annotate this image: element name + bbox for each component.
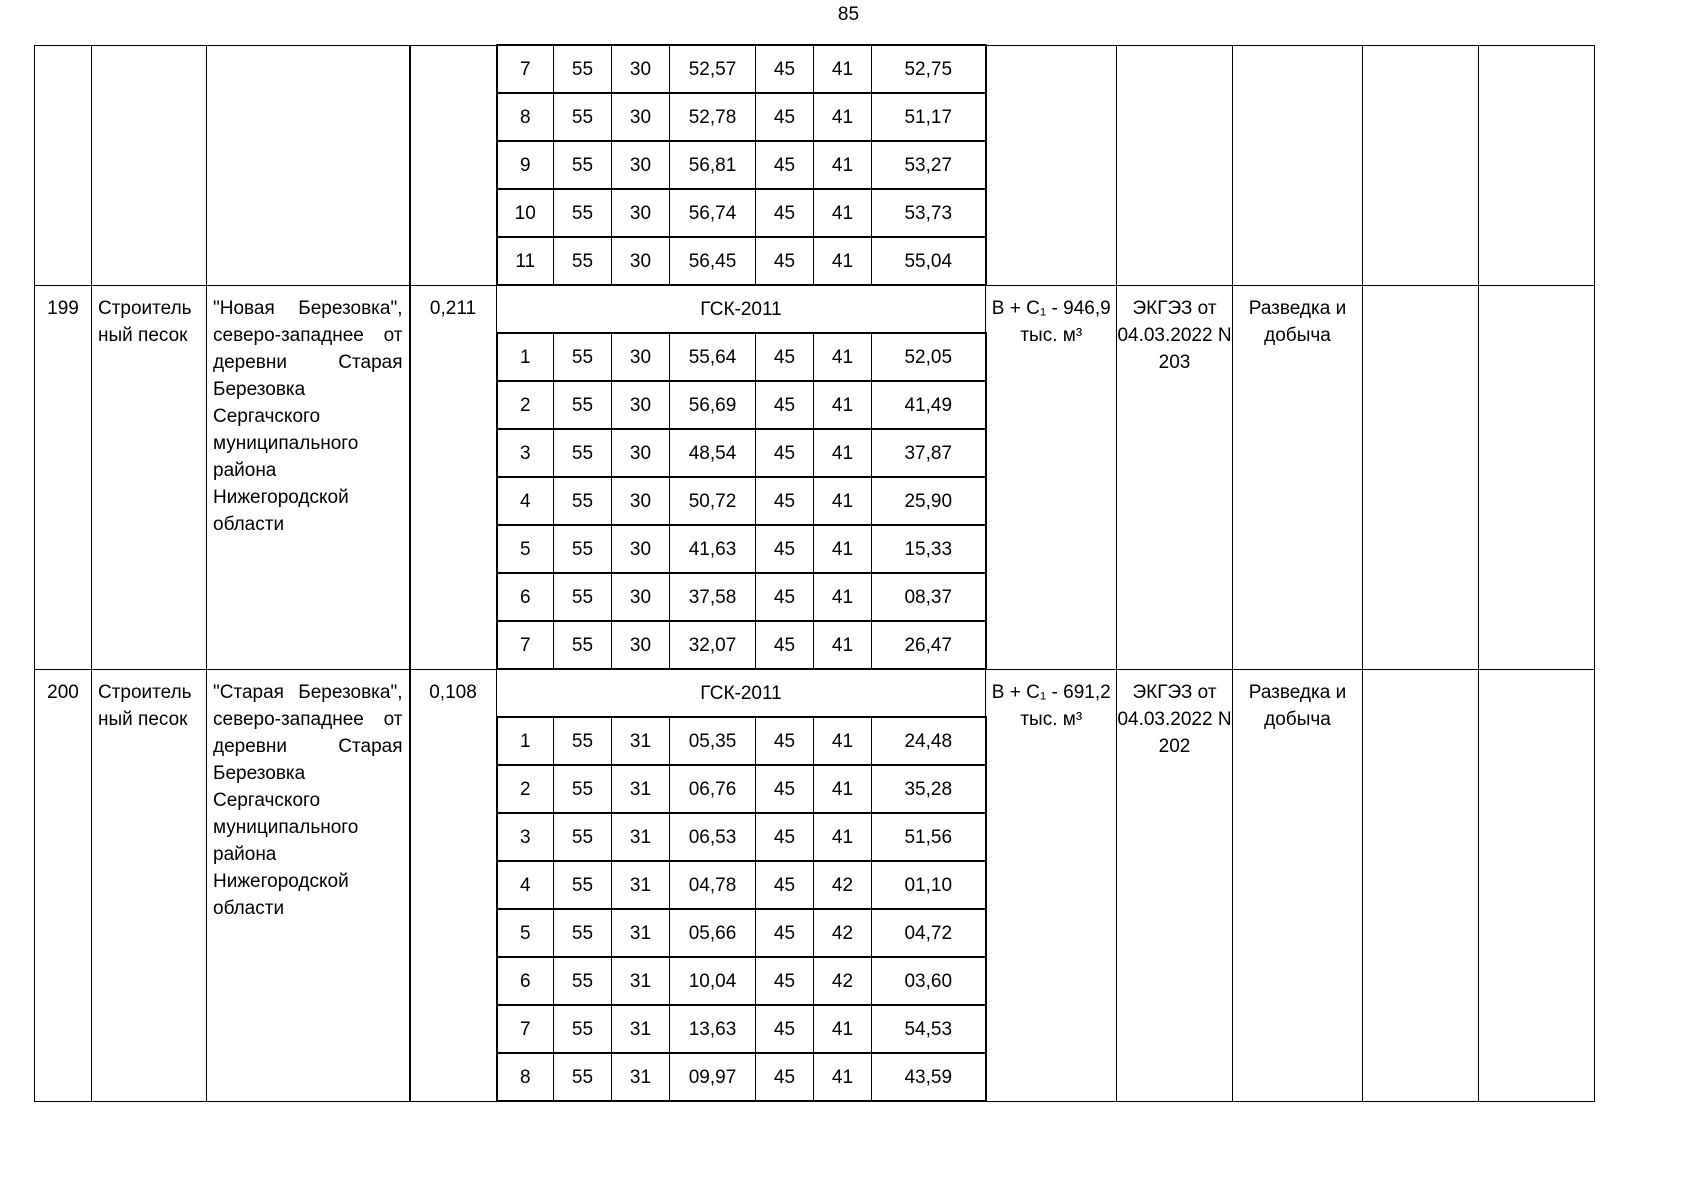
lat-seconds-cell: 55,64 xyxy=(670,333,756,381)
lat-degrees-cell: 55 xyxy=(554,45,612,93)
approval-cell-empty xyxy=(1117,45,1233,285)
lat-degrees-cell: 55 xyxy=(554,717,612,765)
lon-minutes-cell: 42 xyxy=(814,861,872,909)
lon-degrees-cell: 45 xyxy=(756,717,814,765)
lon-minutes-cell: 41 xyxy=(814,717,872,765)
point-number-cell: 3 xyxy=(497,813,554,861)
point-number-cell: 3 xyxy=(497,429,554,477)
table-row xyxy=(35,45,1595,93)
lon-minutes-cell: 41 xyxy=(814,477,872,525)
location-cell-empty xyxy=(207,45,410,285)
lon-seconds-cell: 15,33 xyxy=(872,525,986,573)
lat-minutes-cell: 31 xyxy=(612,909,670,957)
lat-seconds-cell: 05,35 xyxy=(670,717,756,765)
lon-degrees-cell: 45 xyxy=(756,765,814,813)
lon-minutes-cell: 41 xyxy=(814,573,872,621)
lon-seconds-cell: 52,75 xyxy=(872,45,986,93)
lat-minutes-cell: 30 xyxy=(612,237,670,285)
lat-degrees-cell: 55 xyxy=(554,189,612,237)
lon-seconds-cell: 54,53 xyxy=(872,1005,986,1053)
point-number-cell: 4 xyxy=(497,477,554,525)
lat-degrees-cell: 55 xyxy=(554,621,612,669)
extra-b-cell-empty xyxy=(1479,669,1595,1101)
lat-degrees-cell: 55 xyxy=(554,1053,612,1101)
lon-seconds-cell: 24,48 xyxy=(872,717,986,765)
mineral-name: Строитель ный песок xyxy=(92,285,207,669)
lon-seconds-cell: 55,04 xyxy=(872,237,986,285)
point-number-cell: 4 xyxy=(497,861,554,909)
lat-degrees-cell: 55 xyxy=(554,93,612,141)
lon-degrees-cell: 45 xyxy=(756,429,814,477)
location-description xyxy=(207,285,410,669)
point-number-cell: 7 xyxy=(497,45,554,93)
lat-seconds-cell: 04,78 xyxy=(670,861,756,909)
lon-degrees-cell: 45 xyxy=(756,381,814,429)
lat-minutes-cell: 30 xyxy=(612,573,670,621)
lat-degrees-cell: 55 xyxy=(554,381,612,429)
lat-seconds-cell: 56,69 xyxy=(670,381,756,429)
lat-seconds-cell: 52,57 xyxy=(670,45,756,93)
lat-seconds-cell: 09,97 xyxy=(670,1053,756,1101)
lat-seconds-cell: 32,07 xyxy=(670,621,756,669)
lon-seconds-cell: 25,90 xyxy=(872,477,986,525)
point-number-cell: 1 xyxy=(497,333,554,381)
point-number-cell: 2 xyxy=(497,765,554,813)
lon-seconds-cell: 03,60 xyxy=(872,957,986,1005)
lon-minutes-cell: 41 xyxy=(814,141,872,189)
lon-seconds-cell: 01,10 xyxy=(872,861,986,909)
lat-minutes-cell: 31 xyxy=(612,765,670,813)
lon-seconds-cell: 53,73 xyxy=(872,189,986,237)
lon-minutes-cell: 41 xyxy=(814,333,872,381)
num-cell-empty xyxy=(35,45,92,285)
lat-degrees-cell: 55 xyxy=(554,573,612,621)
lat-degrees-cell: 55 xyxy=(554,141,612,189)
lon-degrees-cell: 45 xyxy=(756,957,814,1005)
point-number-cell: 5 xyxy=(497,909,554,957)
lon-minutes-cell: 41 xyxy=(814,45,872,93)
point-number-cell: 6 xyxy=(497,573,554,621)
lon-minutes-cell: 41 xyxy=(814,381,872,429)
point-number-cell: 1 xyxy=(497,717,554,765)
lat-degrees-cell: 55 xyxy=(554,813,612,861)
record-header-row xyxy=(35,285,1595,333)
lat-seconds-cell: 52,78 xyxy=(670,93,756,141)
lon-minutes-cell: 42 xyxy=(814,957,872,1005)
lon-seconds-cell: 08,37 xyxy=(872,573,986,621)
lat-seconds-cell: 48,54 xyxy=(670,429,756,477)
page-number: 85 xyxy=(837,4,860,25)
lat-minutes-cell: 31 xyxy=(612,861,670,909)
usage-purpose: Разведка и добыча xyxy=(1233,669,1363,1101)
lat-degrees-cell: 55 xyxy=(554,477,612,525)
lat-degrees-cell: 55 xyxy=(554,333,612,381)
lat-minutes-cell: 30 xyxy=(612,477,670,525)
lat-minutes-cell: 30 xyxy=(612,621,670,669)
point-number-cell: 7 xyxy=(497,1005,554,1053)
lat-minutes-cell: 30 xyxy=(612,189,670,237)
lat-minutes-cell: 31 xyxy=(612,813,670,861)
lat-seconds-cell: 06,53 xyxy=(670,813,756,861)
record-header-row xyxy=(35,669,1595,717)
lat-minutes-cell: 30 xyxy=(612,429,670,477)
area-cell-empty xyxy=(410,45,497,285)
lon-minutes-cell: 41 xyxy=(814,1053,872,1101)
lon-degrees-cell: 45 xyxy=(756,237,814,285)
lat-seconds-cell: 37,58 xyxy=(670,573,756,621)
lat-minutes-cell: 30 xyxy=(612,333,670,381)
lat-degrees-cell: 55 xyxy=(554,525,612,573)
coordinate-system: ГСК-2011 xyxy=(497,669,986,717)
lat-seconds-cell: 41,63 xyxy=(670,525,756,573)
lon-degrees-cell: 45 xyxy=(756,573,814,621)
lat-seconds-cell: 10,04 xyxy=(670,957,756,1005)
lon-seconds-cell: 04,72 xyxy=(872,909,986,957)
reserves-cell-empty xyxy=(986,45,1117,285)
point-number-cell: 11 xyxy=(497,237,554,285)
lat-minutes-cell: 30 xyxy=(612,141,670,189)
lat-degrees-cell: 55 xyxy=(554,957,612,1005)
lon-degrees-cell: 45 xyxy=(756,93,814,141)
lat-degrees-cell: 55 xyxy=(554,237,612,285)
lon-seconds-cell: 41,49 xyxy=(872,381,986,429)
usage-purpose: Разведка и добыча xyxy=(1233,285,1363,669)
lon-degrees-cell: 45 xyxy=(756,525,814,573)
location-description xyxy=(207,669,410,1101)
lon-minutes-cell: 41 xyxy=(814,429,872,477)
lat-degrees-cell: 55 xyxy=(554,861,612,909)
record-number: 199 xyxy=(35,285,92,669)
lon-minutes-cell: 41 xyxy=(814,765,872,813)
lon-degrees-cell: 45 xyxy=(756,861,814,909)
reserves-value: B + C₁ - 946,9 тыс. м³ xyxy=(986,285,1117,669)
lat-minutes-cell: 30 xyxy=(612,45,670,93)
extra-b-cell-empty xyxy=(1479,45,1595,285)
point-number-cell: 8 xyxy=(497,93,554,141)
extra-a-cell-empty xyxy=(1363,45,1479,285)
point-number-cell: 9 xyxy=(497,141,554,189)
point-number-cell: 7 xyxy=(497,621,554,669)
lon-minutes-cell: 41 xyxy=(814,621,872,669)
lon-seconds-cell: 53,27 xyxy=(872,141,986,189)
lon-degrees-cell: 45 xyxy=(756,477,814,525)
lon-degrees-cell: 45 xyxy=(756,1005,814,1053)
lon-degrees-cell: 45 xyxy=(756,45,814,93)
lon-minutes-cell: 41 xyxy=(814,237,872,285)
lon-degrees-cell: 45 xyxy=(756,813,814,861)
lat-degrees-cell: 55 xyxy=(554,765,612,813)
lat-minutes-cell: 30 xyxy=(612,381,670,429)
location-text: "Новая Березовка", северо-западнее от деревни Старая Березовка Сергачского муниципального района Нижегородской области xyxy=(213,297,403,535)
point-number-cell: 10 xyxy=(497,189,554,237)
lat-minutes-cell: 31 xyxy=(612,1053,670,1101)
lat-minutes-cell: 30 xyxy=(612,525,670,573)
lat-seconds-cell: 13,63 xyxy=(670,1005,756,1053)
point-number-cell: 2 xyxy=(497,381,554,429)
lat-seconds-cell: 50,72 xyxy=(670,477,756,525)
lon-seconds-cell: 52,05 xyxy=(872,333,986,381)
lon-minutes-cell: 41 xyxy=(814,189,872,237)
lon-seconds-cell: 51,17 xyxy=(872,93,986,141)
lon-minutes-cell: 41 xyxy=(814,813,872,861)
point-number-cell: 6 xyxy=(497,957,554,1005)
coordinate-system: ГСК-2011 xyxy=(497,285,986,333)
lon-seconds-cell: 51,56 xyxy=(872,813,986,861)
location-text: "Старая Березовка", северо-западнее от деревни Старая Березовка Сергачского муниципального района Нижегородской области xyxy=(213,681,403,919)
approval-reference: ЭКГЭЗ от 04.03.2022 N 202 xyxy=(1117,669,1233,1101)
lat-seconds-cell: 05,66 xyxy=(670,909,756,957)
mineral-cell-empty xyxy=(92,45,207,285)
lon-minutes-cell: 41 xyxy=(814,93,872,141)
lon-degrees-cell: 45 xyxy=(756,621,814,669)
area-value: 0,211 xyxy=(410,285,497,669)
record-number: 200 xyxy=(35,669,92,1101)
lon-seconds-cell: 26,47 xyxy=(872,621,986,669)
reserves-value: B + C₁ - 691,2 тыс. м³ xyxy=(986,669,1117,1101)
point-number-cell: 5 xyxy=(497,525,554,573)
lat-seconds-cell: 56,81 xyxy=(670,141,756,189)
lon-degrees-cell: 45 xyxy=(756,189,814,237)
lon-degrees-cell: 45 xyxy=(756,909,814,957)
lat-degrees-cell: 55 xyxy=(554,1005,612,1053)
mineral-name: Строитель ный песок xyxy=(92,669,207,1101)
lon-seconds-cell: 43,59 xyxy=(872,1053,986,1101)
lat-degrees-cell: 55 xyxy=(554,909,612,957)
lat-seconds-cell: 56,74 xyxy=(670,189,756,237)
deposits-table xyxy=(34,44,1595,1102)
lon-seconds-cell: 37,87 xyxy=(872,429,986,477)
lon-degrees-cell: 45 xyxy=(756,1053,814,1101)
point-number-cell: 8 xyxy=(497,1053,554,1101)
lat-minutes-cell: 31 xyxy=(612,1005,670,1053)
area-value: 0,108 xyxy=(410,669,497,1101)
lon-minutes-cell: 41 xyxy=(814,525,872,573)
extra-a-cell-empty xyxy=(1363,285,1479,669)
approval-reference: ЭКГЭЗ от 04.03.2022 N 203 xyxy=(1117,285,1233,669)
lon-minutes-cell: 42 xyxy=(814,909,872,957)
lon-degrees-cell: 45 xyxy=(756,333,814,381)
extra-b-cell-empty xyxy=(1479,285,1595,669)
lat-minutes-cell: 31 xyxy=(612,957,670,1005)
lat-minutes-cell: 30 xyxy=(612,93,670,141)
extra-a-cell-empty xyxy=(1363,669,1479,1101)
lon-minutes-cell: 41 xyxy=(814,1005,872,1053)
lon-seconds-cell: 35,28 xyxy=(872,765,986,813)
lat-seconds-cell: 56,45 xyxy=(670,237,756,285)
purpose-cell-empty xyxy=(1233,45,1363,285)
lat-degrees-cell: 55 xyxy=(554,429,612,477)
lon-degrees-cell: 45 xyxy=(756,141,814,189)
lat-seconds-cell: 06,76 xyxy=(670,765,756,813)
lat-minutes-cell: 31 xyxy=(612,717,670,765)
